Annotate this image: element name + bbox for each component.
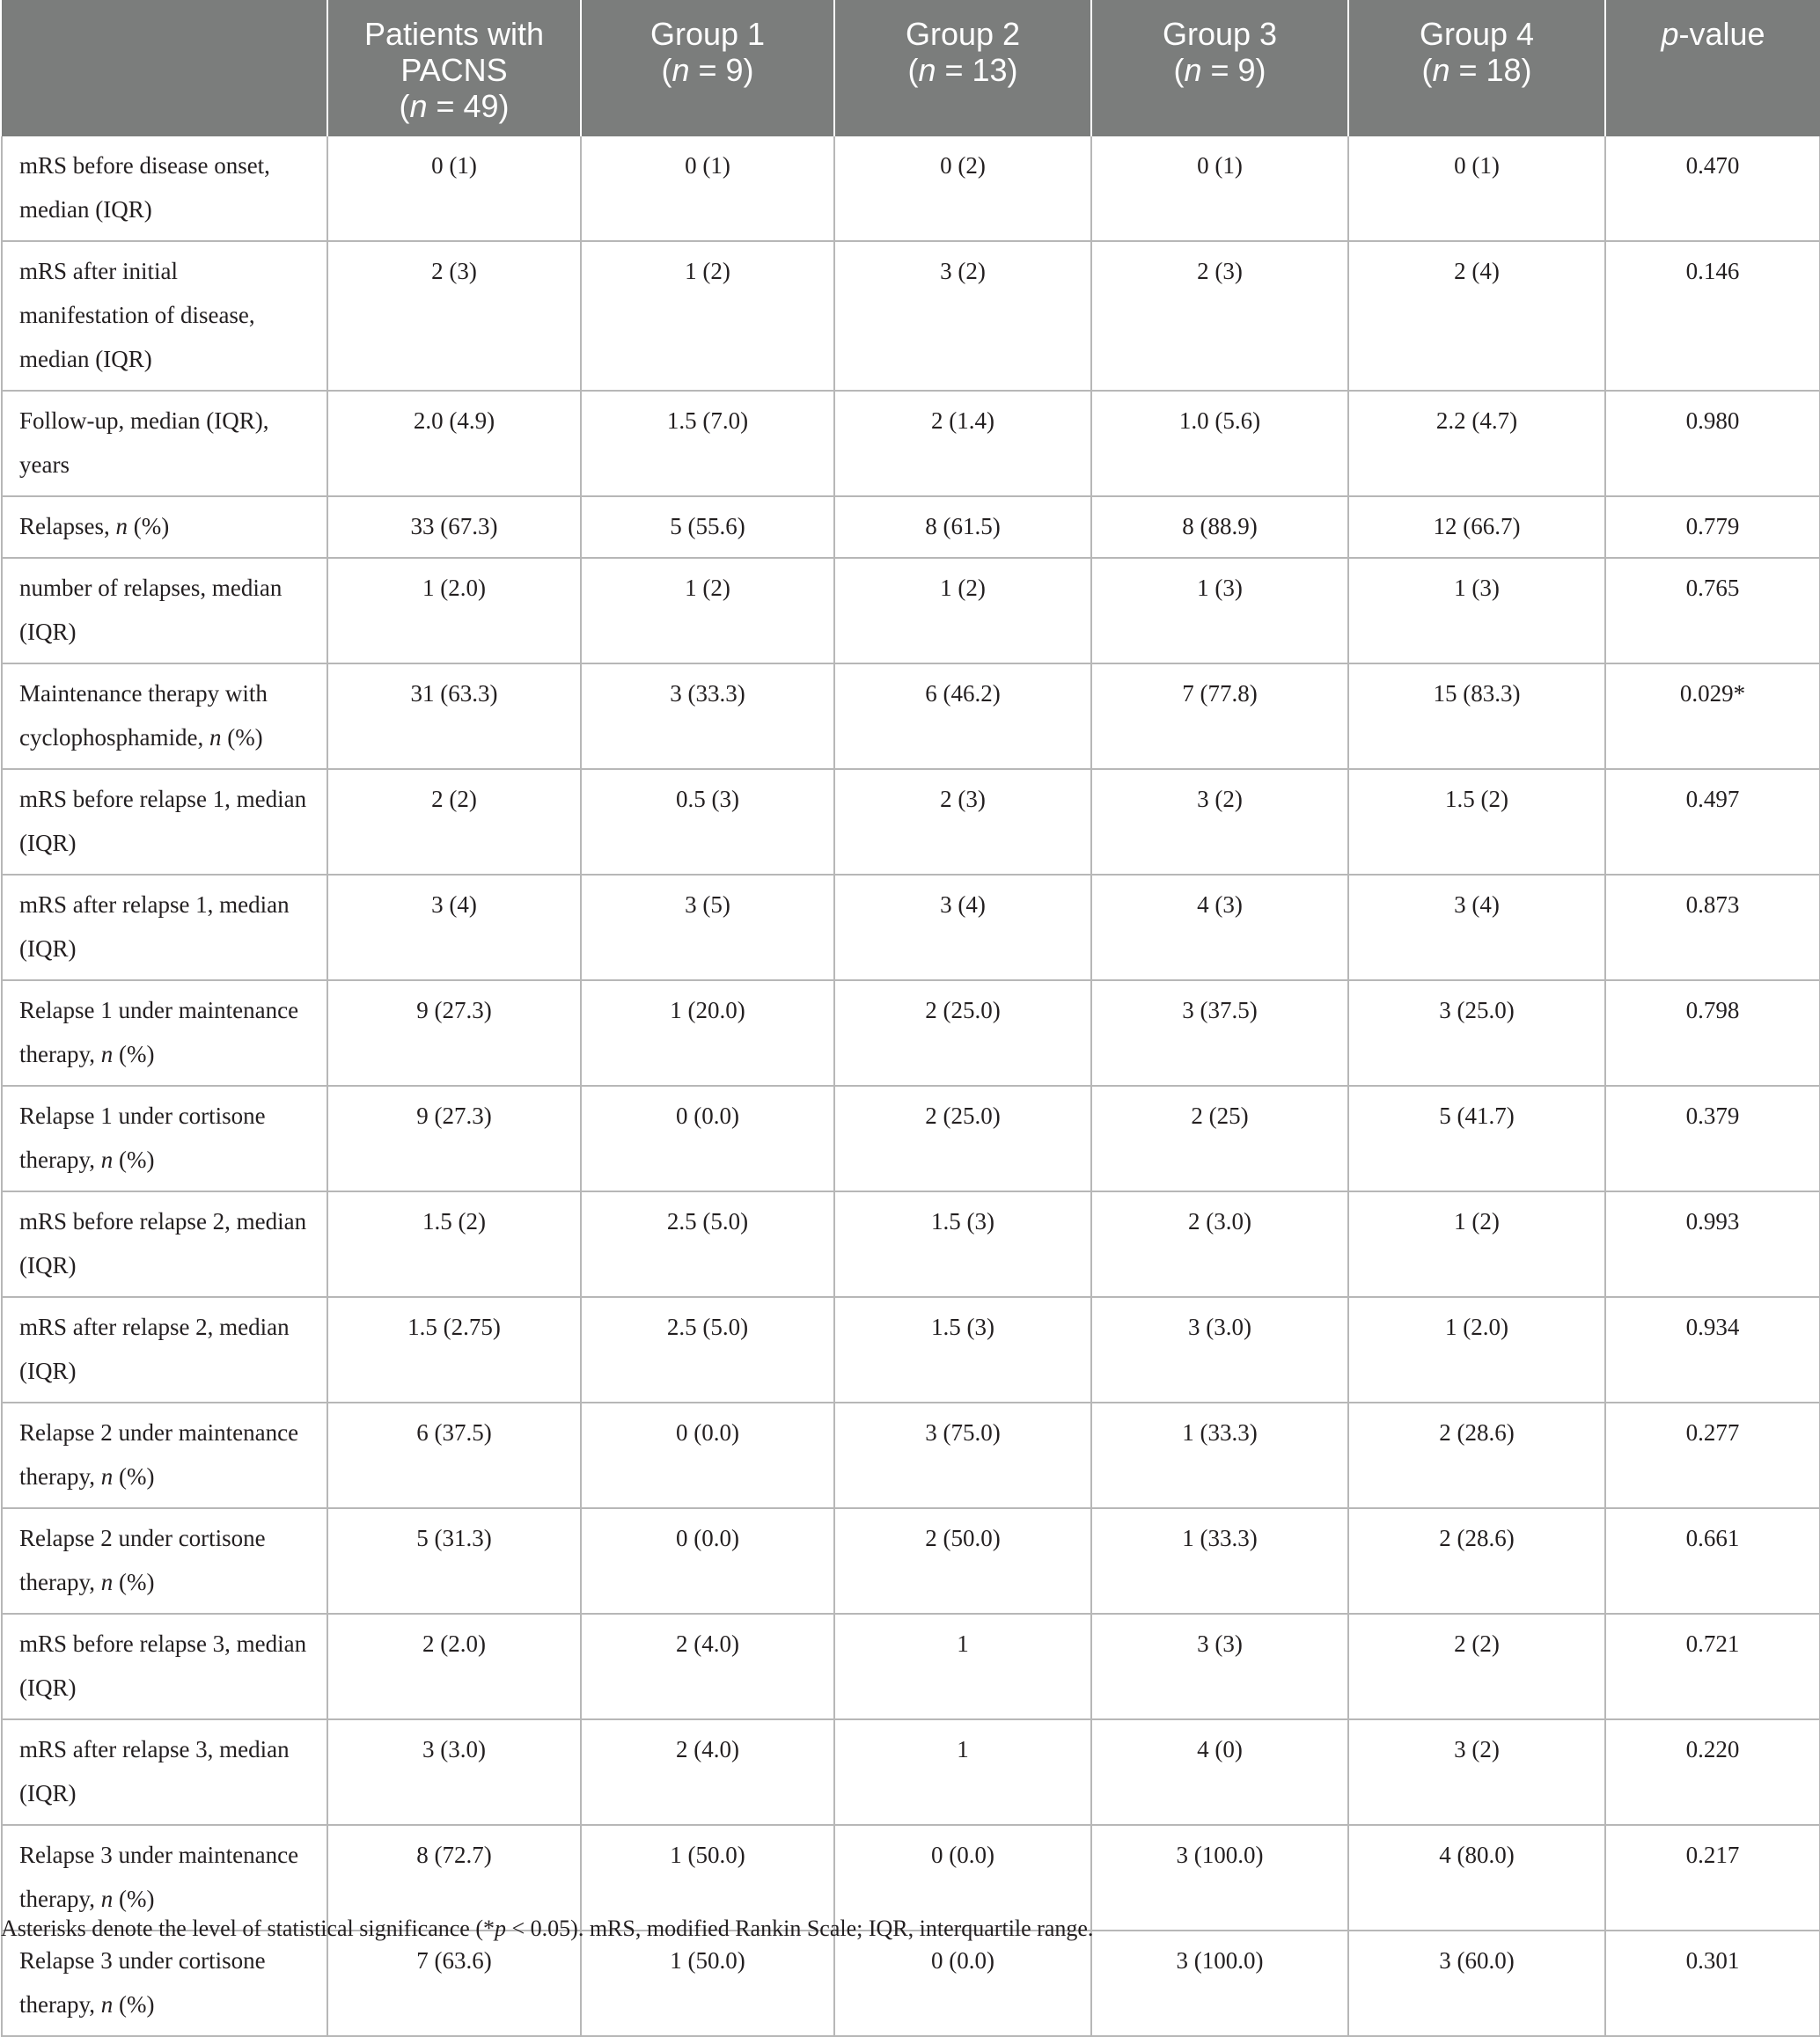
value-cell: 3 (2): [1348, 1719, 1605, 1825]
value-cell: 8 (72.7): [327, 1825, 581, 1931]
row-label-text: Relapse 2 under maintenance therapy,: [19, 1419, 299, 1490]
row-label: [2, 241, 327, 391]
value-cell: 0 (1): [1348, 136, 1605, 241]
header-n: [335, 88, 573, 124]
value-cell: 1.0 (5.6): [1091, 391, 1348, 496]
value-cell: 1 (3): [1091, 558, 1348, 663]
header-patients: [327, 0, 581, 136]
row-label-text: mRS before relapse 1, median (IQR): [19, 786, 307, 856]
data-table: [1, 0, 1820, 2037]
row-label-text: (%): [113, 1886, 155, 1912]
value-cell: 2 (25.0): [834, 1086, 1091, 1191]
n-label: n: [409, 88, 428, 124]
row-label-text: number of relapses, median (IQR): [19, 575, 283, 645]
p-value-cell: 0.873: [1605, 875, 1820, 980]
value-cell: 3 (25.0): [1348, 980, 1605, 1086]
row-label-text: (%): [113, 1569, 155, 1595]
header-n: [842, 52, 1083, 88]
row-label-text: Maintenance therapy with cyclophosphamide,: [19, 680, 268, 751]
value-cell: 0.5 (3): [581, 769, 834, 875]
value-cell: 9 (27.3): [327, 1086, 581, 1191]
table-row: [2, 1297, 1820, 1403]
table-row: [2, 1719, 1820, 1825]
value-cell: 0 (0.0): [834, 1931, 1091, 2036]
value-cell: 2 (3.0): [1091, 1191, 1348, 1297]
row-label: [2, 1931, 327, 2036]
value-cell: 2.2 (4.7): [1348, 391, 1605, 496]
row-label-text: (%): [113, 1463, 155, 1490]
p-value-cell: 0.779: [1605, 496, 1820, 558]
value-cell: 6 (46.2): [834, 663, 1091, 769]
p-value-cell: 0.146: [1605, 241, 1820, 391]
row-label-text: Relapse 1 under cortisone therapy,: [19, 1103, 266, 1173]
row-label-text: (%): [127, 513, 170, 539]
row-label-text: n: [100, 1041, 114, 1067]
row-label-text: n: [100, 1569, 114, 1595]
row-label-text: Relapse 3 under maintenance therapy,: [19, 1842, 299, 1912]
row-label-text: Relapse 3 under cortisone therapy,: [19, 1947, 266, 2018]
p-value-cell: 0.765: [1605, 558, 1820, 663]
value-cell: 3 (5): [581, 875, 834, 980]
value-cell: 0 (2): [834, 136, 1091, 241]
table-row: [2, 1931, 1820, 2036]
p-value-cell: 0.220: [1605, 1719, 1820, 1825]
row-label: [2, 1297, 327, 1403]
value-cell: 2 (3): [327, 241, 581, 391]
row-label-text: Follow-up, median (IQR), years: [19, 407, 269, 478]
row-label-text: mRS after relapse 2, median (IQR): [19, 1314, 290, 1384]
p-label: p: [1661, 16, 1679, 52]
value-cell: 3 (2): [1091, 769, 1348, 875]
value-cell: 2 (28.6): [1348, 1403, 1605, 1508]
value-cell: 15 (83.3): [1348, 663, 1605, 769]
value-cell: 2.0 (4.9): [327, 391, 581, 496]
table-row: [2, 980, 1820, 1086]
row-label: [2, 1191, 327, 1297]
value-cell: 1 (2): [581, 558, 834, 663]
header-n: [1356, 52, 1597, 88]
table-row: [2, 558, 1820, 663]
value-cell: 3 (3): [1091, 1614, 1348, 1719]
n-label: n: [1184, 52, 1202, 88]
value-cell: 1 (2.0): [1348, 1297, 1605, 1403]
n-value: = 9): [689, 52, 754, 88]
p-value-cell: 0.721: [1605, 1614, 1820, 1719]
table-row: [2, 241, 1820, 391]
table-row: [2, 1614, 1820, 1719]
value-cell: 2 (2): [327, 769, 581, 875]
value-cell: 7 (63.6): [327, 1931, 581, 2036]
header-line: Patients with: [363, 16, 545, 52]
value-cell: 4 (3): [1091, 875, 1348, 980]
p-rest: -value: [1678, 16, 1765, 52]
value-cell: 1: [834, 1614, 1091, 1719]
row-label: [2, 136, 327, 241]
footnote-italic: p: [495, 1916, 506, 1941]
header-p-value: [1605, 0, 1820, 136]
value-cell: 3 (2): [834, 241, 1091, 391]
paren: (: [1421, 52, 1433, 88]
value-cell: 3 (3.0): [1091, 1297, 1348, 1403]
value-cell: 3 (37.5): [1091, 980, 1348, 1086]
header-line: Group 2: [905, 16, 1021, 52]
table-body: [2, 136, 1820, 2036]
p-value-cell: 0.980: [1605, 391, 1820, 496]
value-cell: 2.5 (5.0): [581, 1297, 834, 1403]
row-label-text: n: [209, 724, 222, 751]
paren: (: [661, 52, 672, 88]
row-label-text: (%): [221, 724, 263, 751]
row-label-text: n: [100, 1147, 114, 1173]
row-label-text: mRS after relapse 3, median (IQR): [19, 1736, 290, 1806]
row-label: [2, 391, 327, 496]
value-cell: 0 (1): [581, 136, 834, 241]
value-cell: 0 (0.0): [581, 1508, 834, 1614]
p-value-cell: 0.661: [1605, 1508, 1820, 1614]
value-cell: 4 (80.0): [1348, 1825, 1605, 1931]
table-row: [2, 391, 1820, 496]
header-group-2: [834, 0, 1091, 136]
value-cell: 2 (3): [1091, 241, 1348, 391]
value-cell: 1.5 (2.75): [327, 1297, 581, 1403]
row-label: [2, 1614, 327, 1719]
value-cell: 33 (67.3): [327, 496, 581, 558]
value-cell: 1 (2.0): [327, 558, 581, 663]
table-row: [2, 769, 1820, 875]
value-cell: 5 (31.3): [327, 1508, 581, 1614]
header-line: Group 4: [1419, 16, 1535, 52]
header-line: PACNS: [400, 52, 508, 88]
p-value-cell: 0.497: [1605, 769, 1820, 875]
header-empty: [2, 0, 327, 136]
value-cell: 0 (1): [1091, 136, 1348, 241]
row-label: [2, 1086, 327, 1191]
value-cell: 3 (33.3): [581, 663, 834, 769]
value-cell: 1 (33.3): [1091, 1508, 1348, 1614]
p-value-cell: 0.993: [1605, 1191, 1820, 1297]
value-cell: 3 (3.0): [327, 1719, 581, 1825]
row-label: [2, 875, 327, 980]
row-label: [2, 1403, 327, 1508]
value-cell: 0 (0.0): [834, 1825, 1091, 1931]
n-value: = 49): [427, 88, 510, 124]
p-value-cell: 0.379: [1605, 1086, 1820, 1191]
value-cell: 1 (50.0): [581, 1931, 834, 2036]
row-label-text: n: [100, 1463, 114, 1490]
footnote-text: < 0.05). mRS, modified Rankin Scale; IQR, interquartile range.: [506, 1916, 1094, 1941]
n-value: = 18): [1449, 52, 1532, 88]
row-label-text: n: [115, 513, 128, 539]
value-cell: 9 (27.3): [327, 980, 581, 1086]
table-row: [2, 1825, 1820, 1931]
row-label-text: Relapse 2 under cortisone therapy,: [19, 1525, 266, 1595]
value-cell: 5 (41.7): [1348, 1086, 1605, 1191]
value-cell: 1.5 (3): [834, 1191, 1091, 1297]
value-cell: 1 (2): [581, 241, 834, 391]
value-cell: 2 (2): [1348, 1614, 1605, 1719]
value-cell: 0 (0.0): [581, 1086, 834, 1191]
header-row: [2, 0, 1820, 136]
value-cell: 2 (3): [834, 769, 1091, 875]
row-label: [2, 558, 327, 663]
table-row: [2, 875, 1820, 980]
value-cell: 8 (88.9): [1091, 496, 1348, 558]
row-label-text: n: [100, 1991, 114, 2018]
p-value-cell: 0.217: [1605, 1825, 1820, 1931]
header-line: Group 1: [649, 16, 766, 52]
p-value-cell: 0.301: [1605, 1931, 1820, 2036]
table-row: [2, 1191, 1820, 1297]
paren: (: [1173, 52, 1185, 88]
footnote-text: Asterisks denote the level of statistical significance (*: [1, 1916, 495, 1941]
row-label-text: mRS before relapse 3, median (IQR): [19, 1630, 307, 1701]
value-cell: 6 (37.5): [327, 1403, 581, 1508]
value-cell: 12 (66.7): [1348, 496, 1605, 558]
value-cell: 1.5 (3): [834, 1297, 1091, 1403]
row-label-text: mRS after relapse 1, median (IQR): [19, 891, 290, 962]
value-cell: 31 (63.3): [327, 663, 581, 769]
value-cell: 1 (2): [1348, 1191, 1605, 1297]
value-cell: 3 (100.0): [1091, 1931, 1348, 2036]
value-cell: 2 (28.6): [1348, 1508, 1605, 1614]
value-cell: 2 (2.0): [327, 1614, 581, 1719]
table-row: [2, 1403, 1820, 1508]
row-label: [2, 980, 327, 1086]
value-cell: 5 (55.6): [581, 496, 834, 558]
table-footnote: [1, 1916, 1093, 1942]
row-label-text: mRS after initial manifestation of disease, median (IQR): [19, 258, 255, 372]
value-cell: 1 (3): [1348, 558, 1605, 663]
table-row: [2, 136, 1820, 241]
row-label-text: (%): [113, 1147, 155, 1173]
table-row: [2, 1508, 1820, 1614]
table-row: [2, 496, 1820, 558]
row-label-text: (%): [113, 1041, 155, 1067]
table-row: [2, 1086, 1820, 1191]
p-value-cell: 0.934: [1605, 1297, 1820, 1403]
row-label-text: (%): [113, 1991, 155, 2018]
value-cell: 2 (25.0): [834, 980, 1091, 1086]
value-cell: 2 (4.0): [581, 1719, 834, 1825]
value-cell: 1 (20.0): [581, 980, 834, 1086]
value-cell: 7 (77.8): [1091, 663, 1348, 769]
header-n: [1099, 52, 1340, 88]
p-value-cell: 0.798: [1605, 980, 1820, 1086]
p-value-cell: 0.470: [1605, 136, 1820, 241]
row-label: [2, 663, 327, 769]
value-cell: 1.5 (7.0): [581, 391, 834, 496]
p-value-cell: 0.277: [1605, 1403, 1820, 1508]
value-cell: 3 (4): [834, 875, 1091, 980]
row-label-text: Relapses,: [19, 513, 116, 539]
row-label-text: mRS before relapse 2, median (IQR): [19, 1208, 307, 1279]
value-cell: 2 (4): [1348, 241, 1605, 391]
value-cell: 1: [834, 1719, 1091, 1825]
n-label: n: [671, 52, 690, 88]
value-cell: 8 (61.5): [834, 496, 1091, 558]
header-group-4: [1348, 0, 1605, 136]
table-row: [2, 663, 1820, 769]
value-cell: 3 (4): [1348, 875, 1605, 980]
value-cell: 2 (1.4): [834, 391, 1091, 496]
row-label: [2, 769, 327, 875]
row-label: [2, 1825, 327, 1931]
row-label: [2, 496, 327, 558]
value-cell: 1 (50.0): [581, 1825, 834, 1931]
header-n: [589, 52, 826, 88]
value-cell: 2 (25): [1091, 1086, 1348, 1191]
row-label-text: mRS before disease onset, median (IQR): [19, 152, 270, 223]
n-label: n: [1432, 52, 1450, 88]
n-value: = 9): [1201, 52, 1266, 88]
value-cell: 3 (4): [327, 875, 581, 980]
value-cell: 2.5 (5.0): [581, 1191, 834, 1297]
paren: (: [399, 88, 410, 124]
paren: (: [907, 52, 919, 88]
value-cell: 2 (50.0): [834, 1508, 1091, 1614]
value-cell: 0 (1): [327, 136, 581, 241]
value-cell: 1.5 (2): [1348, 769, 1605, 875]
row-label-text: n: [100, 1886, 114, 1912]
header-line: Group 3: [1162, 16, 1278, 52]
value-cell: 3 (100.0): [1091, 1825, 1348, 1931]
value-cell: 3 (75.0): [834, 1403, 1091, 1508]
value-cell: 1 (2): [834, 558, 1091, 663]
header-group-1: [581, 0, 834, 136]
p-value-cell: 0.029*: [1605, 663, 1820, 769]
value-cell: 0 (0.0): [581, 1403, 834, 1508]
value-cell: 4 (0): [1091, 1719, 1348, 1825]
header-group-3: [1091, 0, 1348, 136]
row-label: [2, 1508, 327, 1614]
value-cell: 1 (33.3): [1091, 1403, 1348, 1508]
row-label-text: Relapse 1 under maintenance therapy,: [19, 997, 299, 1067]
value-cell: 1.5 (2): [327, 1191, 581, 1297]
value-cell: 3 (60.0): [1348, 1931, 1605, 2036]
value-cell: 2 (4.0): [581, 1614, 834, 1719]
row-label: [2, 1719, 327, 1825]
n-label: n: [918, 52, 936, 88]
n-value: = 13): [936, 52, 1018, 88]
